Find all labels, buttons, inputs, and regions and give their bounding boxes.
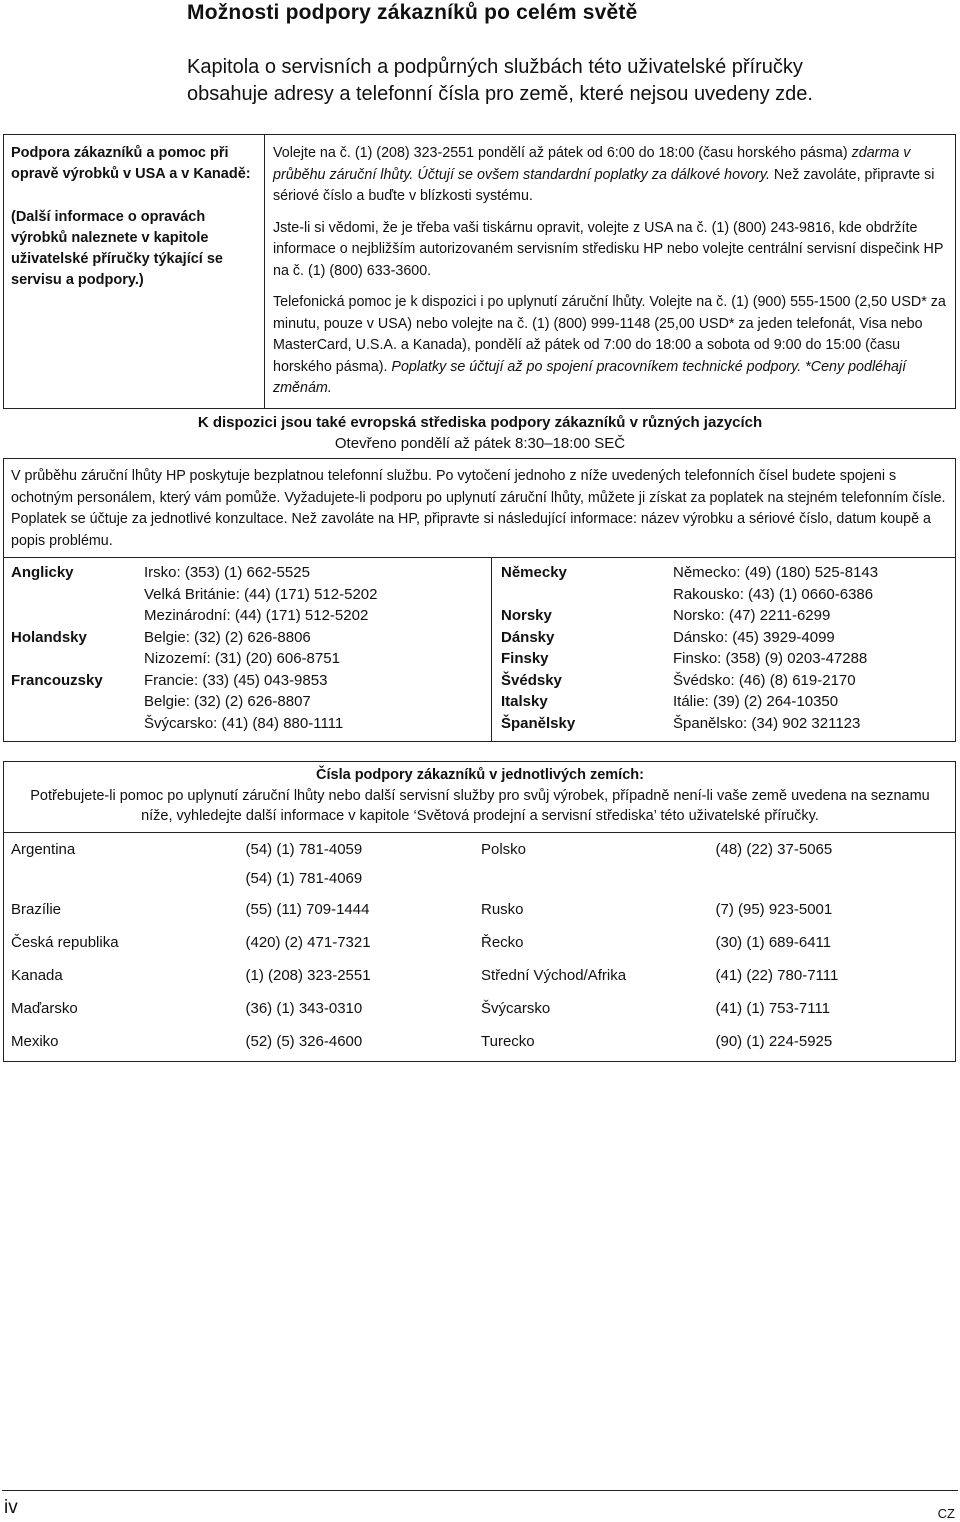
language-row [11,713,486,735]
us-p1-italic: zdarma v průběhu záruční lhůty. Účtují se ovšem standardní poplatky za dálkové hovory. [273,145,911,183]
country-row [11,840,951,889]
country-phone: (41) (1) 753-7111 [715,1000,831,1017]
page-number: iv [4,1497,18,1518]
country-row [11,933,951,953]
us-p3-text: Telefonická pomoc je k dispozici i po uplynutí záruční lhůty. Volejte na č. (1) (900) 555-1500 (2,50 USD* za minutu, pouze v USA) nebo volejte na č. (1) (800) 999-1148 (25,00 USD* za jeden telefonát, Visa nebo MasterCard, U.S.A. a Kanada), pondělí až pátek od 7:00 do 18:00 a sobota od 9:00 do 15:00 (času horského pásma). [273,294,946,375]
phone-number: Francie: (33) (45) 043-9853 [144,671,328,689]
country-name: Mexiko [11,1033,59,1050]
country-phone-group [246,1032,482,1052]
intro-line-1: Kapitola o servisních a podpůrných službách této uživatelské příručky [187,56,803,78]
us-support-heading: Podpora zákazníků a pomoc při opravě výrobků v USA a v Kanadě: [11,145,251,182]
intro-text [187,54,957,108]
country-name: Řecko [481,934,524,951]
phone-number: Finsko: (358) (9) 0203-47288 [673,650,868,667]
language-name [11,605,144,627]
us-support-note: (Další informace o opravách výrobků naleznete v kapitole uživatelské příručky týkající se servisu a podpory.) [11,209,223,288]
language-row [11,648,486,670]
phone-number: Belgie: (32) (2) 626-8807 [144,693,311,710]
language-name: Norsky [501,607,552,624]
country-name: Kanada [11,967,63,984]
country-row [11,966,951,986]
country-name: Polsko [481,841,527,858]
language-name [11,648,144,670]
footer-rule [2,1490,958,1491]
language-row [11,562,486,584]
us-support-paragraph-1 [273,143,951,208]
countries-heading-block [8,765,952,827]
language-name: Finsky [501,650,549,667]
language-row [501,648,951,670]
language-name: Anglicky [11,564,74,581]
phone-number: Německo: (49) (180) 525-8143 [673,564,879,581]
country-phone-group [246,900,482,920]
us-support-label [11,143,256,313]
language-row [11,584,486,606]
phone-number: Španělsko: (34) 902 321123 [673,714,861,732]
country-phone-group [246,933,482,953]
phone-number: Velká Británie: (44) (171) 512-5202 [144,585,378,603]
country-row [11,1032,951,1052]
language-name [11,713,144,735]
country-phone: (420) (2) 471-7321 [245,934,371,951]
country-phone: (54) (1) 781-4059 [245,841,363,858]
country-phone: (41) (22) 780-7111 [715,967,839,984]
language-name: Německy [501,564,567,581]
language-row [11,605,486,627]
phone-number: Mezinárodní: (44) (171) 512-5202 [144,607,369,624]
language-name: Švédsky [501,671,562,689]
country-name: Česká republika [11,934,119,951]
us-support-details [273,143,951,410]
language-name: Holandsky [11,628,87,646]
language-row [501,627,951,649]
us-support-paragraph-3 [273,292,951,400]
europe-right-column [501,562,951,734]
country-row [11,900,951,920]
country-row [11,999,951,1019]
us-p1-text: Volejte na č. (1) (208) 323-2551 pondělí až pátek od 6:00 do 18:00 (času horského pásma) [273,145,852,161]
us-column-divider [264,134,265,409]
phone-number: Norsko: (47) 2211-6299 [673,607,831,624]
country-name: Maďarsko [11,1000,78,1017]
countries-table [11,840,951,1065]
language-name: Italsky [501,693,548,710]
country-phone: (7) (95) 923-5001 [715,901,833,918]
page-title: Možnosti podpory zákazníků po celém světě [187,1,638,24]
country-phone: (36) (1) 343-0310 [245,1000,363,1017]
europe-column-divider [491,557,492,742]
language-row [11,691,486,713]
country-phone: (30) (1) 689-6411 [715,934,832,951]
phone-number: Rakousko: (43) (1) 0660-6386 [673,585,874,603]
language-row [11,627,486,649]
language-row [501,670,951,692]
language-row [501,562,951,584]
country-name: Brazílie [11,901,62,918]
language-name [501,584,673,606]
country-phone: (90) (1) 224-5925 [715,1033,833,1050]
language-code: CZ [937,1506,955,1521]
phone-number: Nizozemí: (31) (20) 606-8751 [144,650,340,667]
country-name: Turecko [481,1033,535,1050]
country-phone: (52) (5) 326-4600 [245,1033,363,1050]
countries-heading: Čísla podpory zákazníků v jednotlivých zemích: [316,767,644,783]
europe-paragraph: V průběhu záruční lhůty HP poskytuje bezplatnou telefonní službu. Po vytočení jednoho z níže uvedených telefonních čísel budete spojeni s ochotným personálem, který vám pomůže. Vyžadujete-li podporu po uplynutí záruční lhůty, můžete ji získat za poplatek na stejném telefonním čísle. Poplatek se účtuje za jednotlivé konzultace. Než zavoláte na HP, připravte si následující informace: název výrobku a sériové číslo, datum koupě a popis problému. [11,468,946,549]
europe-heading-block [8,412,952,454]
phone-number: Irsko: (353) (1) 662-5525 [144,564,310,581]
countries-paragraph: Potřebujete-li pomoc po uplynutí záruční lhůty nebo další servisní služby pro svůj výrobek, případně není-li vaše země uvedena na seznamu níže, vyhledejte další informace v kapitole ‘Světová prodejní a servisní střediska’ této uživatelské příručky. [30,787,930,824]
language-row [501,605,951,627]
europe-heading: K dispozici jsou také evropská střediska podpory zákazníků v různých jazycích [197,414,763,431]
us-support-paragraph-2: Jste-li si vědomi, že je třeba vaši tiskárnu opravit, volejte z USA na č. (1) (800) 243-9816, kde obdržíte informace o nejbližším autorizovaném servisním středisku HP nebo volejte centrální servisní dispečink HP na č. (1) (800) 633-3600. [273,219,944,279]
country-phone-group [246,966,482,986]
language-row [501,584,951,606]
language-name [11,584,144,606]
language-row [501,713,951,735]
country-phone: (48) (22) 37-5065 [715,841,833,858]
language-name: Dánsky [501,628,555,646]
country-name: Rusko [481,901,524,918]
us-p3-italic: Poplatky se účtují až po spojení pracovníkem technické podpory. *Ceny podléhají změnám. [273,358,907,396]
country-phone-group [246,999,482,1019]
country-name: Argentina [11,841,76,858]
country-name: Střední Východ/Afrika [481,967,627,984]
country-phone-group [246,840,482,889]
language-name [11,691,144,713]
country-phone: (55) (11) 709-1444 [245,901,370,918]
phone-number: Švédsko: (46) (8) 619-2170 [673,671,856,689]
phone-number: Švýcarsko: (41) (84) 880-1111 [144,714,344,732]
language-row [11,670,486,692]
europe-hours: Otevřeno pondělí až pátek 8:30–18:00 SEČ [334,435,626,452]
language-row [501,691,951,713]
phone-number: Belgie: (32) (2) 626-8806 [144,628,311,646]
intro-line-2: obsahuje adresy a telefonní čísla pro země, které nejsou uvedeny zde. [187,83,813,105]
us-p1-tail: Než zavoláte, připravte si sériové číslo a buďte v blízkosti systému. [273,166,935,204]
phone-number: Itálie: (39) (2) 264-10350 [673,693,839,710]
phone-number: Dánsko: (45) 3929-4099 [673,628,835,646]
europe-left-column [11,562,486,734]
country-phone: (54) (1) 781-4069 [245,870,363,887]
country-name: Švýcarsko [481,1000,551,1017]
language-name: Francouzsky [11,671,103,689]
language-name: Španělsky [501,714,576,732]
country-phone: (1) (208) 323-2551 [245,967,371,984]
